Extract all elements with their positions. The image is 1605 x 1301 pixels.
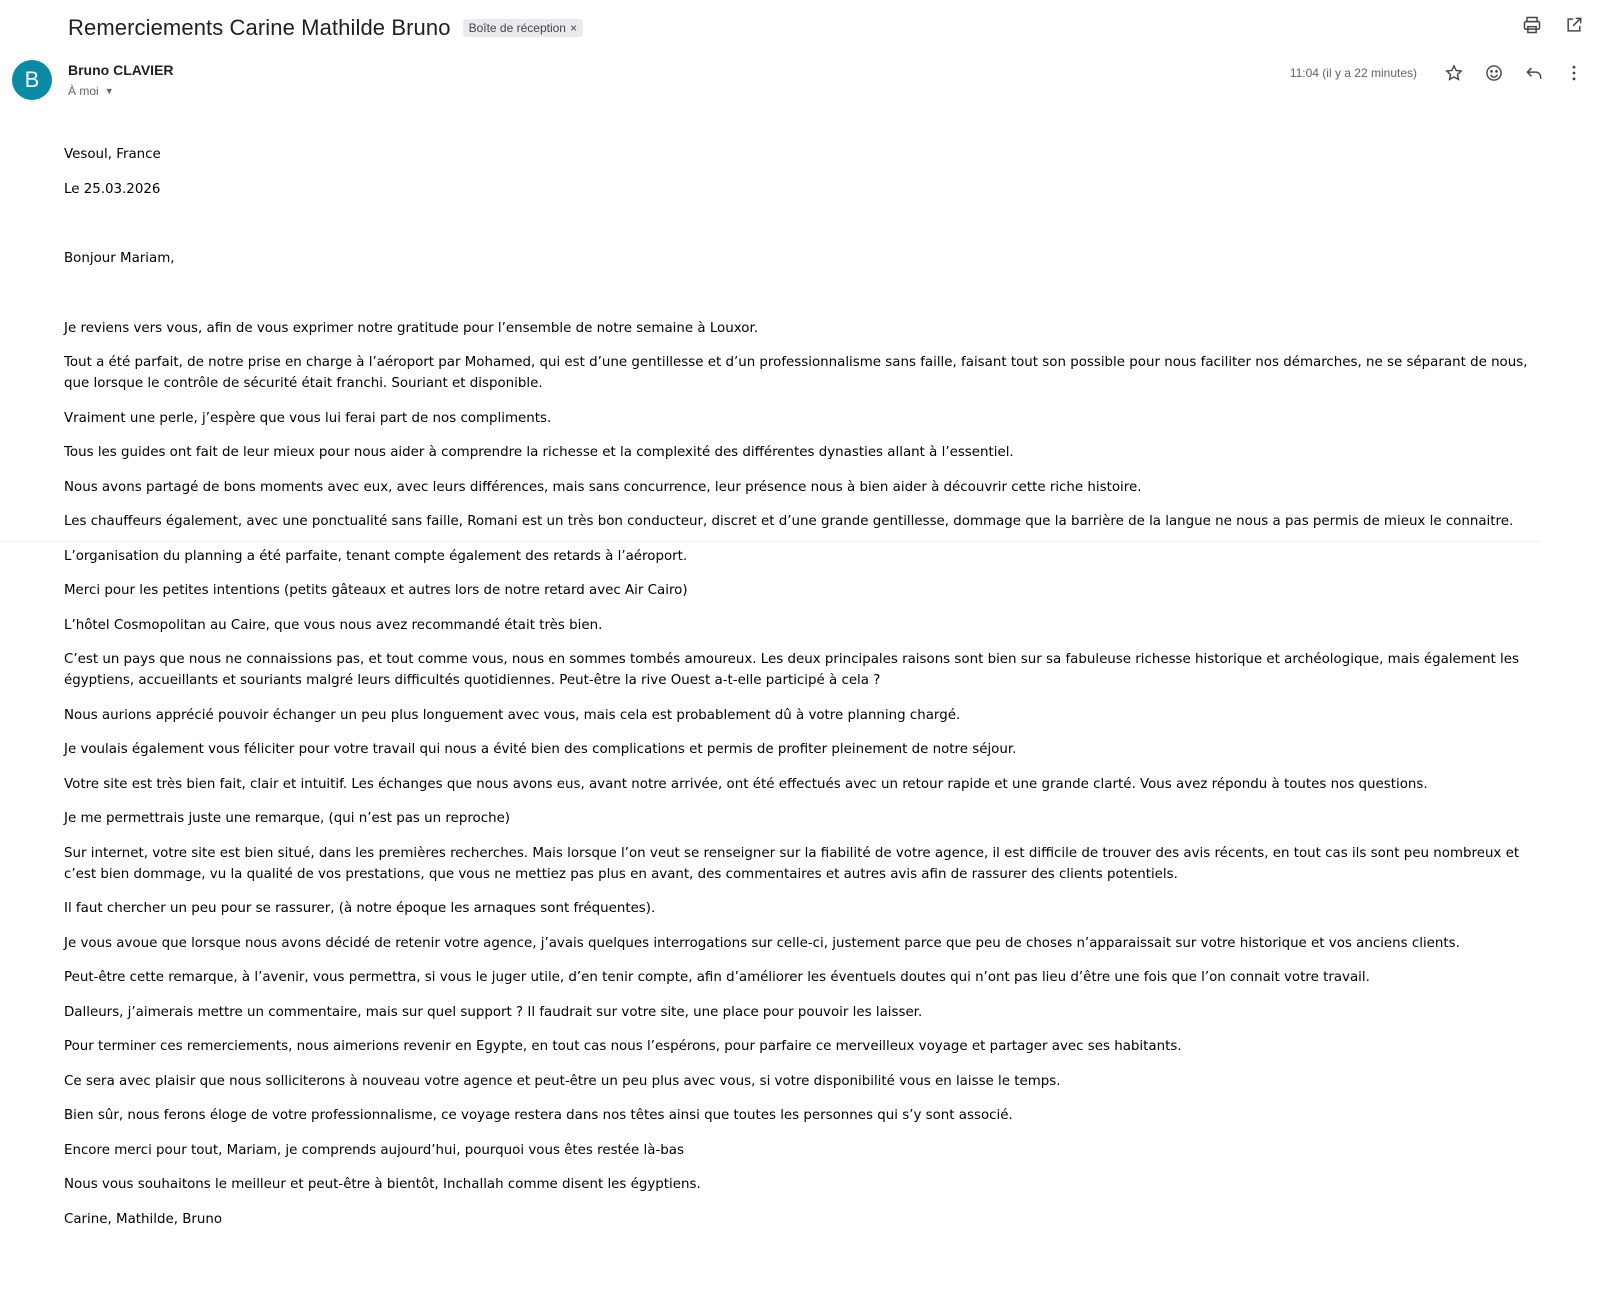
paragraph: Pour terminer ces remerciements, nous aimerions revenir en Egypte, en tout cas nous l’espérons, pour parfaire ce merveilleux voyage et partager avec ses habitants.: [64, 1039, 1182, 1054]
paragraph: Je me permettrais juste une remarque, (qui n’est pas un reproche): [64, 811, 511, 826]
recipient-label: À moi: [68, 84, 99, 98]
top-actions: [1521, 14, 1585, 36]
open-in-new-icon[interactable]: [1563, 14, 1585, 36]
body-greeting: Bonjour Mariam,: [64, 251, 175, 266]
paragraph: Sur internet, votre site est bien situé, dans les premières recherches. Mais lorsque l’on veut se renseigner sur la fiabilité de votre agence, il est difficile de trouver des avis récents, en tout cas ils sont peu nombreux et c’est bien dommage, vu la qualité de vos prestations, que vous ne mettiez pas plus en avant, des commentaires et autres avis afin de rassurer des clients potentiels.: [64, 845, 1520, 882]
spacer: [64, 213, 1539, 248]
paragraph: Je vous avoue que lorsque nous avons décidé de retenir votre agence, j’avais quelques interrogations sur celle-ci, justement parce que peu de choses n’apparaissait sur votre historique et vos anciens clients.: [64, 935, 1460, 951]
sender-avatar[interactable]: [12, 60, 52, 100]
paragraph: Il faut chercher un peu pour se rassurer, (à notre époque les arnaques sont fréquentes).: [64, 901, 656, 916]
body-location: Vesoul, France: [64, 147, 161, 162]
inbox-label-chip[interactable]: [463, 19, 583, 37]
paragraph: Je voulais également vous féliciter pour votre travail qui nous a évité bien des complications et permis de profiter pleinement de notre séjour.: [64, 742, 1017, 757]
paragraph: Ce sera avec plaisir que nous solliciterons à nouveau votre agence et peut-être un peu plus avec vous, si votre disponibilité vous en laisse le temps.: [64, 1073, 1061, 1089]
paragraph: Nous avons partagé de bons moments avec eux, avec leurs différences, mais sans concurrence, leur présence nous à bien aider à découvrir cette riche histoire.: [64, 479, 1142, 495]
paragraph: Vraiment une perle, j’espère que vous lui ferai part de nos compliments.: [64, 410, 552, 426]
reply-icon[interactable]: [1523, 62, 1545, 84]
message-timestamp: 11:04 (il y a 22 minutes): [1289, 66, 1417, 80]
paragraph: Nous vous souhaitons le meilleur et peut-être à bientôt, Inchallah comme disent les égyptiens.: [64, 1177, 701, 1192]
print-icon[interactable]: [1521, 14, 1543, 36]
paragraph: Peut-être cette remarque, à l’avenir, vous permettra, si vous le juger utile, d’en tenir compte, afin d’améliorer les éventuels doutes qui n’ont pas lieu d’être une fois que l’on connait votre travail.: [64, 970, 1370, 985]
avatar-letter: B: [24, 67, 40, 92]
paragraph: Encore merci pour tout, Mariam, je comprends aujourd’hui, pourquoi vous êtes restée là-bas: [64, 1142, 684, 1158]
chevron-down-icon[interactable]: ▼: [104, 86, 114, 96]
message-actions: [1290, 62, 1585, 84]
paragraph: Dalleurs, j’aimerais mettre un commentaire, mais sur quel support ? Il faudrait sur votre site, une place pour pouvoir les laisser.: [64, 1004, 923, 1020]
body-signature: Carine, Mathilde, Bruno: [64, 1211, 223, 1227]
paragraph: Tous les guides ont fait de leur mieux pour nous aider à comprendre la richesse et la complexité des différentes dynasties allant à l’essentiel.: [64, 445, 1014, 460]
more-options-icon[interactable]: [1563, 62, 1585, 84]
email-subject: Remerciements Carine Mathilde Bruno: [68, 15, 451, 40]
remove-label-icon[interactable]: ×: [569, 21, 577, 35]
paragraph: Bien sûr, nous ferons éloge de votre professionnalisme, ce voyage restera dans nos têtes ainsi que toutes les personnes qui s’y sont associé.: [64, 1108, 1013, 1123]
paragraph: L’organisation du planning a été parfaite, tenant compte également des retards à l’aéroport.: [64, 548, 688, 564]
paragraph: C’est un pays que nous ne connaissions pas, et tout comme vous, nous en sommes tombés amoureux. Les deux principales raisons sont bien sur sa fabuleuse richesse historique et archéologique, mais également les égyptiens, accueillants et souriants malgré leurs difficultés quotidiennes. Peut-être la rive Ouest a-t-elle participé à cela ?: [64, 652, 1519, 688]
paragraph: Nous aurions apprécié pouvoir échanger un peu plus longuement avec vous, mais cela est probablement dû à votre planning chargé.: [64, 707, 961, 723]
paragraph: Je reviens vers vous, afin de vous exprimer notre gratitude pour l’ensemble de notre semaine à Louxor.: [64, 320, 758, 336]
paragraph: Tout a été parfait, de notre prise en charge à l’aéroport par Mohamed, qui est d’une gentillesse et d’un professionnalisme sans faille, faisant tout son possible pour nous faciliter nos démarches, ne se séparant de nous, que lorsque le contrôle de sécurité était franchi. Souriant et disponible.: [64, 355, 1528, 391]
sender-name[interactable]: Bruno CLAVIER: [68, 62, 174, 78]
paragraph: Votre site est très bien fait, clair et intuitif. Les échanges que nous avons eus, avant notre arrivée, ont été effectués avec un retour rapide et une grande clarté. Vous avez répondu à toutes nos questions.: [64, 776, 1428, 792]
spacer: [64, 283, 1539, 318]
subject-row: [68, 12, 1605, 44]
inbox-label-text: Boîte de réception: [468, 21, 566, 35]
recipient-details[interactable]: [68, 84, 114, 98]
paragraph: Merci pour les petites intentions (petits gâteaux et autres lors de notre retard avec Air Cairo): [64, 583, 688, 598]
body-date: Le 25.03.2026: [64, 181, 161, 197]
paragraph: Les chauffeurs également, avec une ponctualité sans faille, Romani est un très bon conducteur, discret et d’une grande gentillesse, dommage que la barrière de la langue ne nous a pas permis de mieux le connaitre.: [64, 514, 1514, 529]
star-icon[interactable]: [1443, 62, 1465, 84]
email-body: [64, 144, 1539, 1243]
emoji-icon[interactable]: [1483, 62, 1505, 84]
paragraph: L’hôtel Cosmopolitan au Caire, que vous nous avez recommandé était très bien.: [64, 617, 603, 633]
